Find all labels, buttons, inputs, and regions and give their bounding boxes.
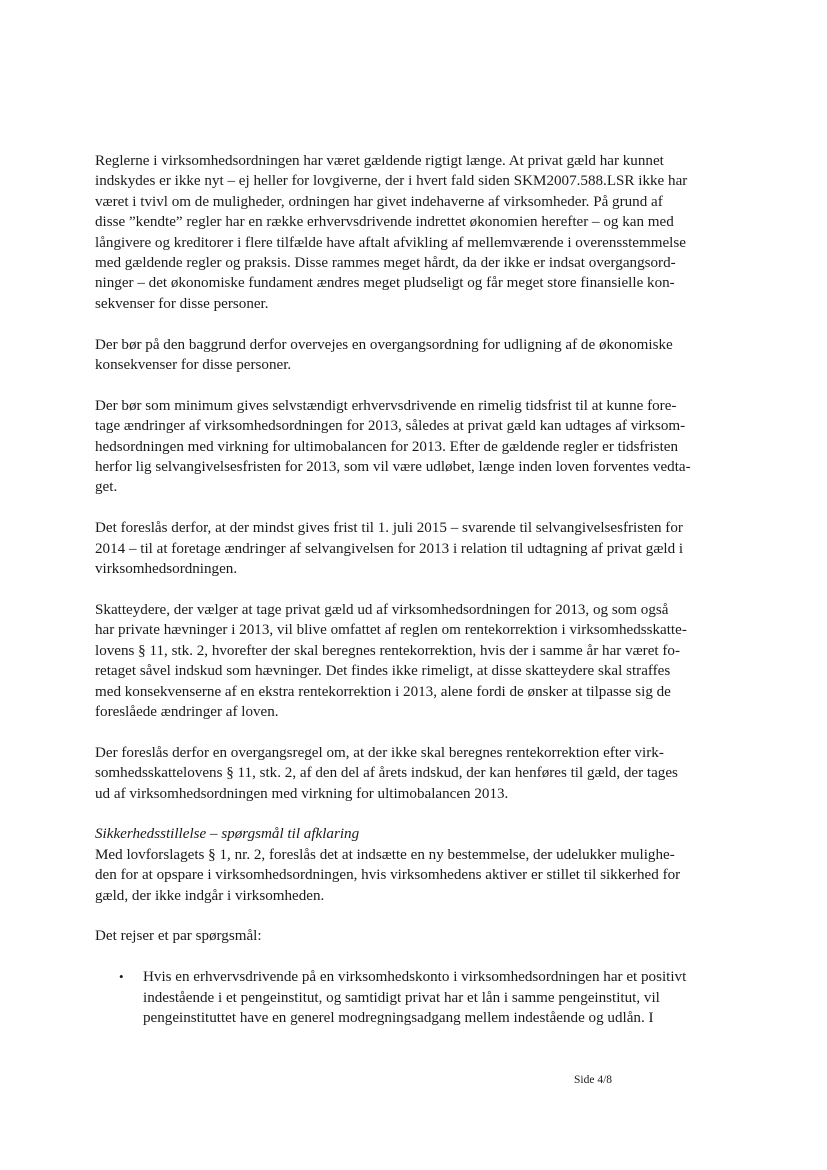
paragraph [95, 518, 735, 579]
text-line: tage ændringer af virksomhedsordningen for 2013, således at privat gæld kan udtages af virksom- [95, 418, 686, 435]
text-line: Der foreslås derfor en overgangsregel om, at der ikke skal beregnes rentekorrektion efter virk- [95, 744, 664, 761]
text-line: konsekvenser for disse personer. [95, 357, 292, 374]
text-line: virksomhedsordningen. [95, 561, 238, 578]
paragraph [95, 600, 735, 722]
paragraph [95, 396, 735, 498]
text-line: 2014 – til at foretage ændringer af selvangivelsen for 2013 i relation til udtagning af privat gæld i [95, 540, 684, 557]
text-line: Det foreslås derfor, at der mindst gives frist til 1. juli 2015 – svarende til selvangivelsesfristen for [95, 520, 683, 537]
question-intro: Det rejser et par spørgsmål: [95, 928, 262, 945]
text-line: Der bør på den baggrund derfor overvejes en overgangsordning for udligning af de økonomiske [95, 336, 673, 353]
page-number: Side 4/8 [574, 1074, 613, 1086]
text-line: Skatteydere, der vælger at tage privat gæld ud af virksomhedsordningen for 2013, og som også [95, 601, 669, 618]
text-line: disse ”kendte” regler har en række erhvervsdrivende indrettet økonomien herefter – og kan med [95, 214, 674, 231]
text-line: långivere og kreditorer i flere tilfælde have aftalt afvikling af mellemværende i overensstemmelse [95, 234, 686, 251]
text-line: Der bør som minimum gives selvstændigt erhvervsdrivende en rimelig tidsfrist til at kunne fore- [95, 397, 677, 414]
paragraph [95, 335, 735, 376]
section-block [95, 824, 735, 906]
text-line: somhedsskattelovens § 11, stk. 2, af den del af årets indskud, der kan henføres til gæld, der tages [95, 765, 678, 782]
text-line: retaget såvel indskud som hævninger. Det findes ikke rimeligt, at disse skatteydere skal straffes [95, 663, 671, 680]
text-line: Reglerne i virksomhedsordningen har været gældende rigtigt længe. At privat gæld har kunnet [95, 153, 664, 169]
document-body [95, 151, 735, 1028]
text-line: herfor lig selvangivelsesfristen for 2013, som vil være udløbet, længe inden loven forventes vedta- [95, 459, 691, 476]
text-line: ninger – det økonomiske fundament ændres meget pludseligt og får meget store finansielle kon- [95, 275, 675, 292]
text-line: lovens § 11, stk. 2, hvorefter der skal beregnes rentekorrektion, hvis der i samme år har været fo- [95, 642, 680, 659]
text-line: med gældende regler og praksis. Disse rammes meget hårdt, da der ikke er indsat overgangsord- [95, 255, 676, 272]
text-line: hedsordningen med virkning for ultimobalancen for 2013. Efter de gældende regler er tidsfristen [95, 438, 679, 455]
text-line: pengeinstituttet have en generel modregningsadgang mellem indestående og udlån. I [143, 1009, 654, 1026]
text-line: har private hævninger i 2013, vil blive omfattet af reglen om rentekorrektion i virksomhedsskatte- [95, 622, 687, 639]
text-line: indestående i et pengeinstitut, og samtidigt privat har et lån i samme pengeinstitut, vil [143, 989, 660, 1006]
text-line: Hvis en erhvervsdrivende på en virksomhedskonto i virksomhedsordningen har et positivt [143, 969, 687, 986]
list-item [119, 967, 735, 1028]
text-line: indskydes er ikke nyt – ej heller for lovgiverne, der i hvert fald siden SKM2007.588.LSR ikke har [95, 173, 688, 190]
bullet-list [95, 967, 735, 1028]
text-line: Med lovforslagets § 1, nr. 2, foreslås det at indsætte en ny bestemmelse, der udelukker mulighe- [95, 846, 675, 863]
text-line: ud af virksomhedsordningen med virkning for ultimobalancen 2013. [95, 785, 509, 802]
text-line: med konsekvenserne af en ekstra rentekorrektion i 2013, alene fordi de ønsker at tilpasse sig de [95, 683, 671, 700]
text-line: foreslåede ændringer af loven. [95, 703, 279, 720]
text-line: get. [95, 479, 118, 496]
text-line: gæld, der ikke indgår i virksomheden. [95, 887, 325, 904]
paragraph [95, 743, 735, 804]
text-line: den for at opspare i virksomhedsordningen, hvis virksomhedens aktiver er stillet til sikkerhed for [95, 867, 681, 884]
text-line: sekvenser for disse personer. [95, 295, 269, 312]
section-heading: Sikkerhedsstillelse – spørgsmål til afklaring [95, 826, 360, 843]
bullet-icon: • [119, 969, 124, 985]
paragraph [95, 151, 735, 314]
text-line: været i tvivl om de muligheder, ordningen har givet indehaverne af virksomheder. På grund af [95, 193, 663, 210]
